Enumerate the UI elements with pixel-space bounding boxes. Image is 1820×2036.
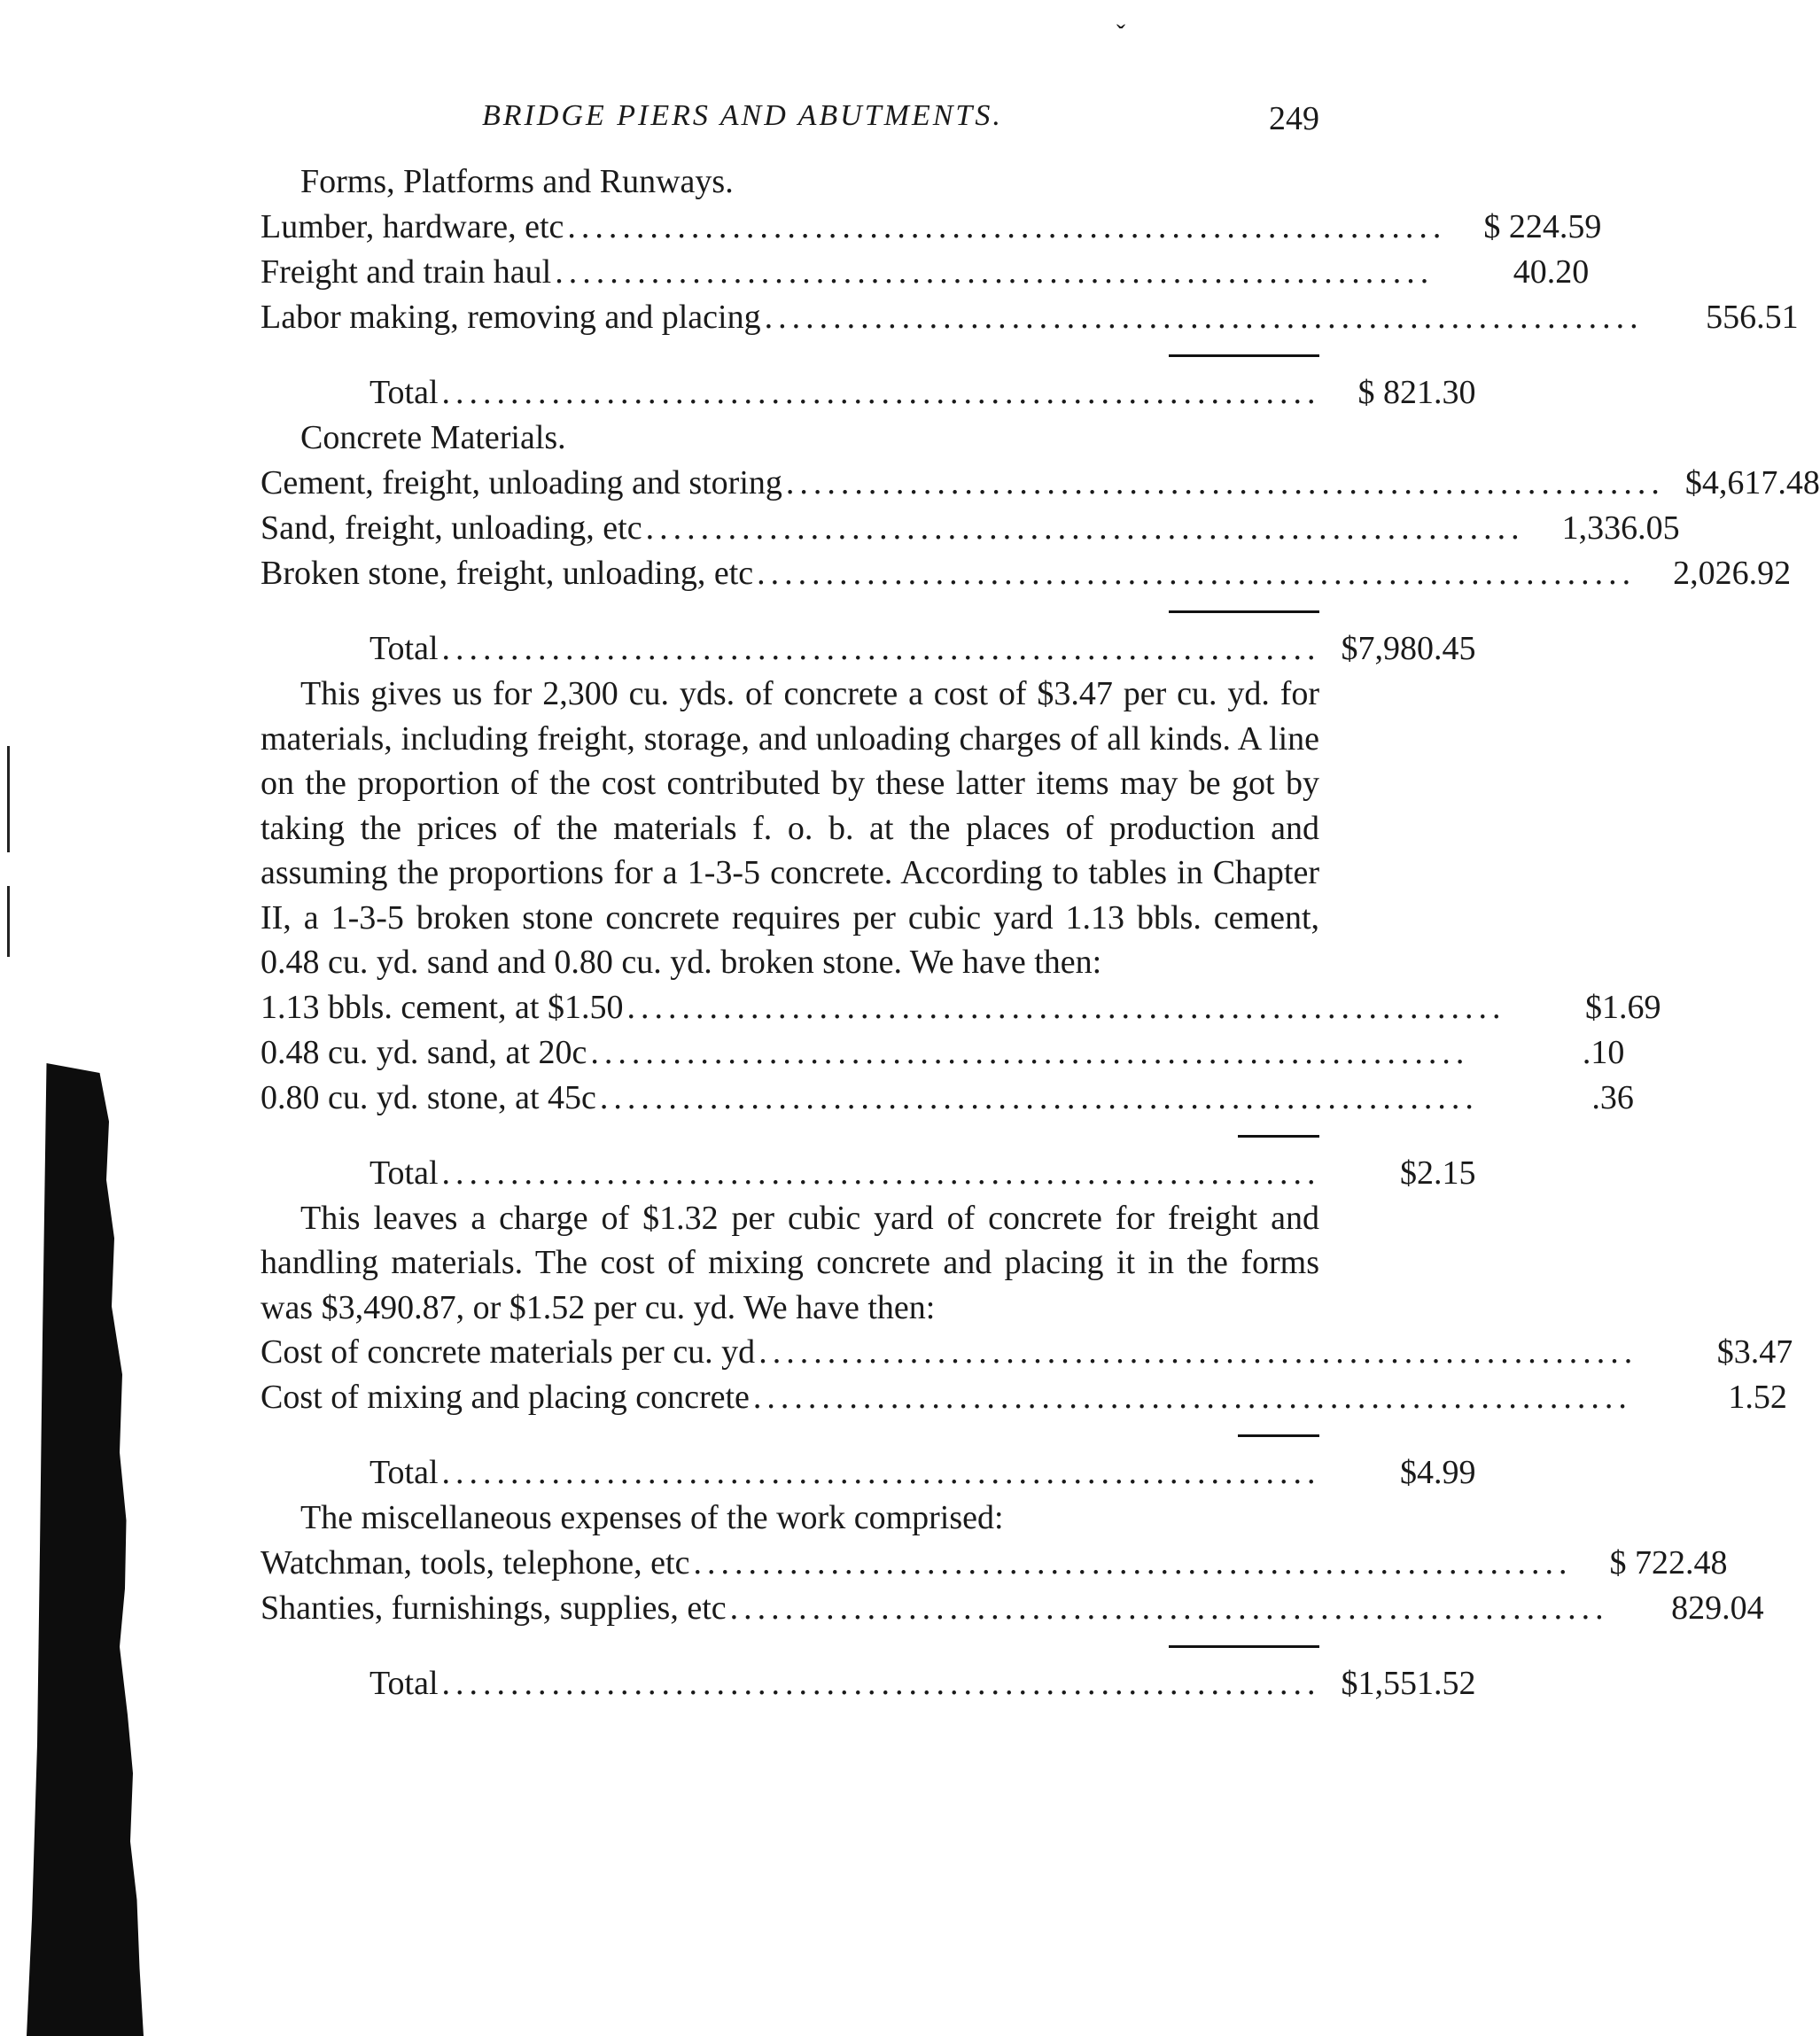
- row-amount: $1.69: [1584, 988, 1661, 1026]
- leader-dots: ................................................................: [441, 1665, 1321, 1702]
- scan-speck: ˇ: [1116, 19, 1125, 49]
- ledger-row: [261, 506, 1680, 551]
- row-amount: 556.51: [1706, 299, 1799, 336]
- sum-rule: [261, 596, 1319, 626]
- row-amount: 829.04: [1671, 1589, 1764, 1627]
- leader-dots: ................................................................: [785, 464, 1665, 501]
- leader-dots: ................................................................: [441, 1154, 1321, 1192]
- row-label: Shanties, furnishings, supplies, etc: [261, 1589, 727, 1627]
- row-amount: 1,336.05: [1561, 509, 1680, 547]
- total-label: Total: [369, 630, 439, 667]
- ledger-row: [261, 1541, 1728, 1586]
- section-heading-concrete: Concrete Materials.: [300, 419, 566, 456]
- leader-dots: ................................................................: [567, 208, 1447, 245]
- leader-dots: ................................................................: [626, 988, 1506, 1026]
- total-label: Total: [369, 1665, 439, 1702]
- row-label: Freight and train haul: [261, 253, 552, 291]
- page-number: 249: [1269, 100, 1319, 137]
- ledger-row: [261, 461, 1820, 506]
- total-row: [261, 370, 1476, 416]
- total-row: [261, 1450, 1476, 1496]
- book-page: [261, 89, 1820, 1706]
- section-heading-forms: Forms, Platforms and Runways.: [300, 163, 734, 200]
- page-header: [261, 89, 1319, 159]
- row-amount: 40.20: [1513, 253, 1590, 291]
- total-amount: $4.99: [1400, 1454, 1476, 1491]
- row-label: Labor making, removing and placing: [261, 299, 761, 336]
- total-label: Total: [369, 1454, 439, 1491]
- row-amount: $3.47: [1716, 1333, 1793, 1371]
- ledger-row: [261, 1375, 1787, 1420]
- total-amount: $7,980.45: [1341, 630, 1476, 667]
- total-row: [261, 1661, 1476, 1706]
- ledger-row: [261, 205, 1602, 250]
- sum-rule: [261, 340, 1319, 370]
- sum-rule: [261, 1631, 1319, 1661]
- row-label: 0.80 cu. yd. stone, at 45c: [261, 1078, 596, 1116]
- leader-dots: ................................................................: [764, 299, 1644, 336]
- row-label: Cost of mixing and placing concrete: [261, 1379, 750, 1416]
- scan-mark: [7, 746, 10, 852]
- total-amount: $2.15: [1400, 1154, 1476, 1192]
- total-amount: $1,551.52: [1341, 1665, 1476, 1702]
- ledger-row: [261, 985, 1661, 1030]
- row-amount: .36: [1591, 1078, 1634, 1116]
- total-row: [261, 1151, 1476, 1196]
- ledger-row: [261, 295, 1799, 340]
- body-paragraph: This leaves a charge of $1.32 per cubic yard of concrete for freight and handling materials. The cost of mixing concrete and placing it in the forms was $3,490.87, or $1.52 per cu. yd. We have then:: [261, 1199, 1319, 1326]
- ledger-row: [261, 1076, 1634, 1121]
- row-amount: $ 722.48: [1609, 1544, 1728, 1581]
- sum-rule: [261, 1121, 1319, 1151]
- row-amount: .10: [1582, 1033, 1625, 1071]
- sum-rule: [261, 1420, 1319, 1450]
- total-label: Total: [369, 374, 439, 411]
- row-label: 0.48 cu. yd. sand, at 20c: [261, 1033, 587, 1071]
- row-amount: $ 224.59: [1483, 208, 1602, 245]
- ledger-row: [261, 1330, 1793, 1375]
- section-heading-misc: The miscellaneous expenses of the work comprised:: [300, 1499, 1004, 1536]
- leader-dots: ................................................................: [752, 1379, 1632, 1416]
- leader-dots: ................................................................: [590, 1033, 1470, 1071]
- leader-dots: ................................................................: [441, 1454, 1321, 1491]
- leader-dots: ................................................................: [758, 1333, 1638, 1371]
- ledger-row: [261, 1030, 1625, 1076]
- row-label: 1.13 bbls. cement, at $1.50: [261, 988, 624, 1026]
- row-label: Watchman, tools, telephone, etc: [261, 1544, 690, 1581]
- leader-dots: ................................................................: [441, 374, 1321, 411]
- leader-dots: ................................................................: [645, 509, 1525, 547]
- total-amount: $ 821.30: [1357, 374, 1476, 411]
- leader-dots: ................................................................: [729, 1589, 1609, 1627]
- scan-mark: [7, 886, 10, 957]
- leader-dots: ................................................................: [599, 1078, 1479, 1116]
- total-label: Total: [369, 1154, 439, 1192]
- leader-dots: ................................................................: [555, 253, 1435, 291]
- row-amount: 1.52: [1728, 1379, 1787, 1416]
- leader-dots: ................................................................: [441, 630, 1321, 667]
- leader-dots: ................................................................: [693, 1544, 1573, 1581]
- row-label: Sand, freight, unloading, etc: [261, 509, 642, 547]
- ledger-row: [261, 1586, 1764, 1631]
- row-amount: $4,617.48: [1684, 464, 1820, 501]
- row-amount: 2,026.92: [1673, 555, 1792, 592]
- scan-edge-shadow: [27, 1063, 159, 2036]
- row-label: Lumber, hardware, etc: [261, 208, 564, 245]
- row-label: Cost of concrete materials per cu. yd: [261, 1333, 756, 1371]
- ledger-row: [261, 250, 1590, 295]
- ledger-row: [261, 551, 1792, 596]
- total-row: [261, 626, 1476, 672]
- leader-dots: ................................................................: [757, 555, 1637, 592]
- row-label: Broken stone, freight, unloading, etc: [261, 555, 754, 592]
- body-paragraph: This gives us for 2,300 cu. yds. of concrete a cost of $3.47 per cu. yd. for materials, including freight, storage, and unloading charges of all kinds. A line on the proportion of the cost contributed by these latter items may be got by taking the prices of the materials f. o. b. at the places of production and assuming the proportions for a 1-3-5 concrete. According to tables in Chapter II, a 1-3-5 broken stone concrete requires per cubic yard 1.13 bbls. cement, 0.48 cu. yd. sand and 0.80 cu. yd. broken stone. We have then:: [261, 675, 1319, 981]
- row-label: Cement, freight, unloading and storing: [261, 464, 782, 501]
- running-head: BRIDGE PIERS AND ABUTMENTS.: [482, 99, 1003, 132]
